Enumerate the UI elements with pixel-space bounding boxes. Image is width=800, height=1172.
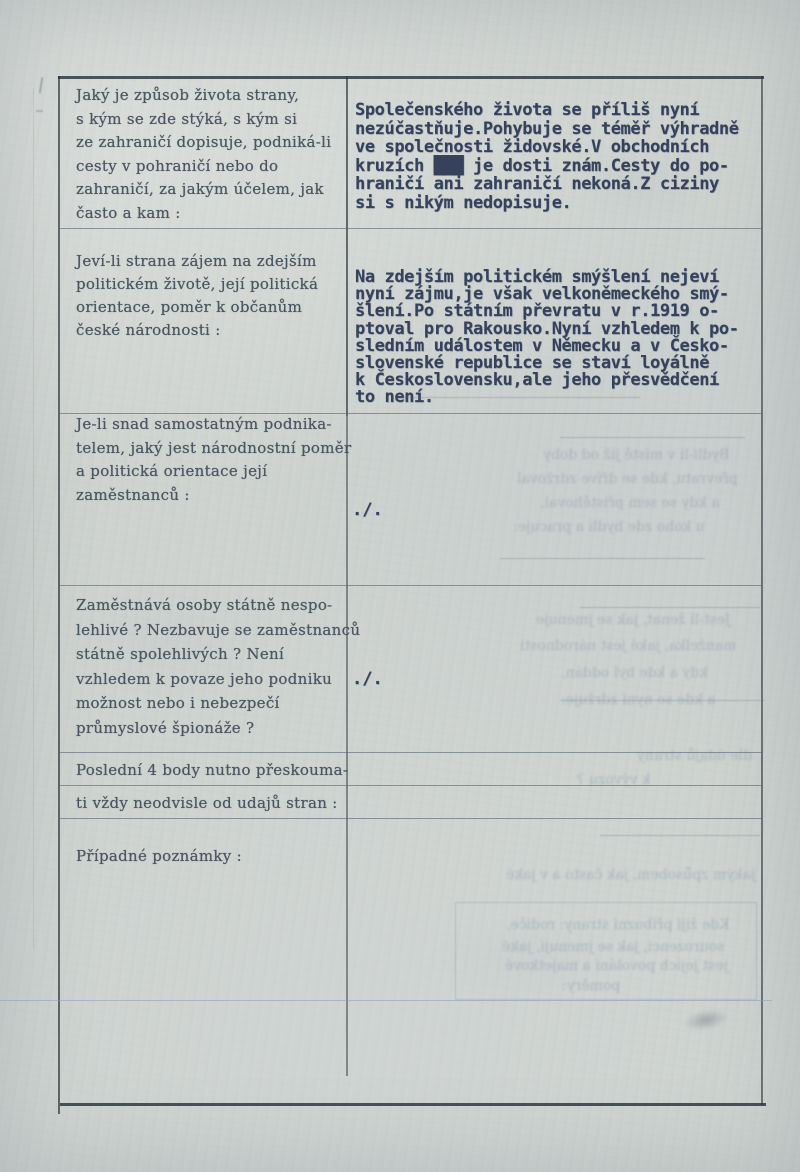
bleedthrough-text: u koho zde bydlí a pracuje: xyxy=(513,519,705,535)
question-remarks: Případné poznámky : xyxy=(76,847,242,865)
table-border-left xyxy=(58,76,60,1114)
question-lifestyle-contacts: Jaký je způsob života strany, s kým se zde stýká, s kým si ze zahraničí dopisuje, podniká-li cesty v pohraničí nebo do zahraničí, za jakým účelem, jak často a kam : xyxy=(76,86,332,222)
bleedthrough-text: jakým způsobem, jak často a v jaké xyxy=(505,867,755,883)
margin-pencil-mark xyxy=(36,110,43,112)
faint-rule-line xyxy=(0,1000,772,1001)
pencil-smudge xyxy=(682,1006,731,1034)
bleedthrough-text: poměry: xyxy=(561,978,620,994)
table-row-line xyxy=(58,585,762,586)
table-row-line xyxy=(58,228,762,229)
bleedthrough-text: převratu, kde se dříve zdržoval xyxy=(517,471,738,487)
table-row-line xyxy=(58,818,762,819)
bleedthrough-text: Bydlí-li v místě již od doby xyxy=(543,447,730,463)
margin-pencil-mark xyxy=(39,77,52,95)
bleedthrough-rule xyxy=(500,558,705,559)
bleedthrough-rule xyxy=(560,700,765,701)
table-border-bottom xyxy=(60,1103,766,1106)
bleedthrough-rule xyxy=(580,607,760,608)
bleedthrough-rule xyxy=(600,835,760,836)
table-border-top xyxy=(58,76,764,79)
answer-dash-mark: ./. xyxy=(352,669,383,689)
bleedthrough-text: k vývozu ? xyxy=(576,772,650,788)
question-political-interest: Jeví-li strana zájem na zdejším politickém životě, její politická orientace, poměr k občanům české národnosti : xyxy=(76,252,319,339)
table-row-line xyxy=(58,785,762,786)
bleedthrough-text: a kdy se sem přistěhoval, xyxy=(540,495,720,511)
bleedthrough-text: Jest-li ženat, jak se jmenuje xyxy=(535,612,730,628)
bleedthrough-text: manželka, jaké jest národnosti xyxy=(519,638,736,654)
bleedthrough-text: jest jejich povolání a majetkové xyxy=(505,958,728,974)
bleedthrough-text: kdy a kde byl oddán, xyxy=(561,665,708,681)
question-review-note-part1: Poslední 4 body nutno přeskouma- xyxy=(76,761,349,779)
table-border-right xyxy=(761,76,763,1105)
bleedthrough-rule xyxy=(400,397,640,398)
answer-lifestyle-contacts: Společenského života se příliš nyní nezúčastňuje.Pohybuje se téměř výhradně ve společnosti židovské.V obchodních kruzích ███ je dosti znám.Cesty do po- hraničí ani zahraničí nekoná.Z ciziny si s nikým nedopisuje. xyxy=(355,100,739,213)
margin-fold-line xyxy=(33,88,34,948)
bleedthrough-text: sourozenci, jak se jmenují, jaké xyxy=(501,939,724,955)
bleedthrough-rule xyxy=(560,437,745,438)
question-entrepreneur-employees: Je-li snad samostatným podnika- telem, jaký jest národnostní poměr a politická orientace její zaměstnanců : xyxy=(76,415,352,504)
question-unreliable-employees: Zaměstnává osoby státně nespo- lehlivé ? Nezbavuje se zaměstnanců státně spolehlivých ? Není vzhledem k povaze jeho podniku možnost nebo i nebezpečí průmyslové špionáže ? xyxy=(76,596,361,737)
bleedthrough-text: a kde se nyní zdržuje: xyxy=(561,692,716,708)
bleedthrough-text: dle údajů strany xyxy=(636,748,752,764)
answer-dash-mark: ./. xyxy=(352,500,383,520)
answer-political-opinion: Na zdejším politickém smýšlení nejeví nyní zájmu,je však velkoněmeckého smý- šlení.Po státním převratu v r.1919 o- ptoval pro Rakousko.Nyní vzhledem k po- sledním událostem v Německu a v Česko- slovenské republice se staví loyálně k Československu,ale jeho přesvědčení to není. xyxy=(355,267,739,408)
bleedthrough-box xyxy=(455,902,757,1000)
bleedthrough-text: Kde žijí příbuzní strany: rodiče, xyxy=(506,917,730,933)
question-review-note-part2: ti vždy neodvisle od udajů stran : xyxy=(76,794,338,812)
